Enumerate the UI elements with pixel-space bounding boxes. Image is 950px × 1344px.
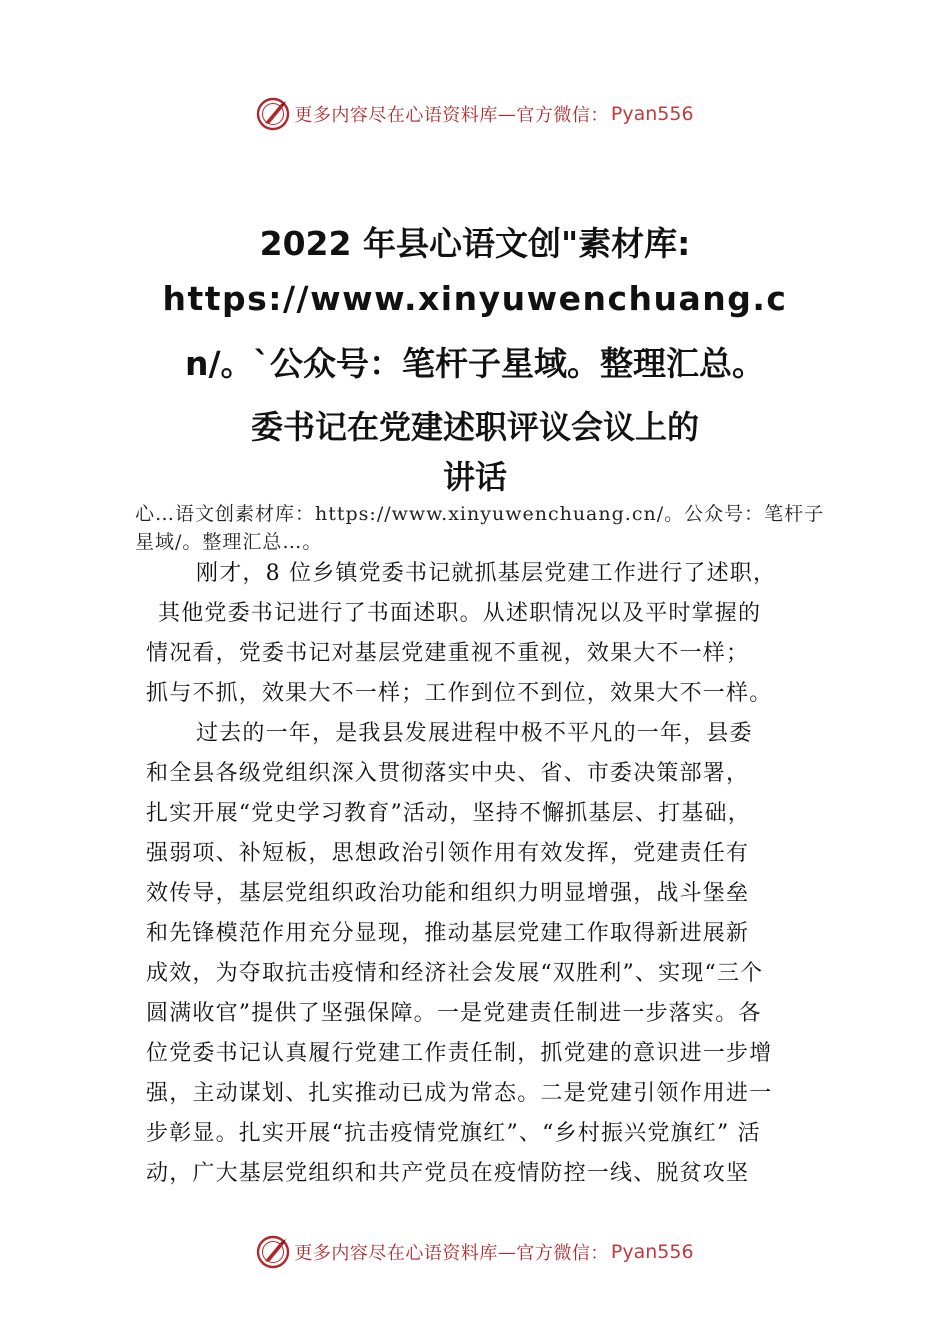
- body-line: 效传导，基层党组织政治功能和组织力明显增强，战斗堡垒: [146, 881, 750, 906]
- banner-site-text: 更多内容尽在心语资料库: [294, 105, 498, 126]
- body-line: 和全县各级党组织深入贯彻落实中央、省、市委决策部署，: [146, 761, 750, 786]
- body-line: 动，广大基层党组织和共产党员在疫情防控一线、脱贫攻坚: [146, 1161, 750, 1186]
- banner-wechat-id: Pyan556: [610, 103, 694, 125]
- title-line-5: 讲话: [442, 458, 507, 496]
- body-line: 刚才，8 位乡镇党委书记就抓基层党建工作进行了述职，: [196, 561, 777, 586]
- quill-seal-logo-icon: [256, 97, 290, 131]
- title-line-3: n/。`公众号：笔杆子星域。整理汇总。: [184, 344, 766, 383]
- body-line: 其他党委书记进行了书面述职。从述职情况以及平时掌握的: [158, 601, 762, 626]
- banner-wechat-id: Pyan556: [610, 1241, 694, 1263]
- banner-wechat-label: 官方微信：: [516, 1243, 609, 1264]
- footer-banner: [0, 1232, 950, 1272]
- body-line: 步彰显。扎实开展“抗击疫情党旗红”、“乡村振兴党旗红” 活: [146, 1121, 761, 1146]
- body-line: 和先锋模范作用充分显现，推动基层党建工作取得新进展新: [146, 921, 750, 946]
- header-banner: [0, 94, 950, 134]
- title-line-1: 2022 年县心语文创"素材库:: [259, 224, 691, 263]
- body-line: 强弱项、补短板，思想政治引领作用有效发挥，党建责任有: [146, 841, 750, 866]
- banner-site-text: 更多内容尽在心语资料库: [294, 1243, 498, 1264]
- banner-dash: —: [497, 103, 517, 125]
- body-line: 抓与不抓，效果大不一样；工作到位不到位，效果大不一样。: [146, 681, 773, 706]
- source-note: 心…语文创素材库：https://www.xinyuwenchuang.cn/。公众号：笔杆子星域/。整理汇总…。: [135, 503, 825, 553]
- body-line: 扎实开展“党史学习教育”活动，坚持不懈抓基层、打基础，: [146, 801, 751, 826]
- title-line-4: 委书记在党建述职评议会议上的: [250, 408, 699, 446]
- banner-wechat-label: 官方微信：: [516, 105, 609, 126]
- body-line: 圆满收官”提供了坚强保障。一是党建责任制进一步落实。各: [146, 1001, 762, 1026]
- title-line-2: https://www.xinyuwenchuang.c: [162, 279, 788, 318]
- body-line: 情况看，党委书记对基层党建重视不重视，效果大不一样；: [146, 641, 750, 666]
- quill-seal-logo-icon: [256, 1235, 290, 1269]
- banner-dash: —: [497, 1241, 517, 1263]
- body-line: 强，主动谋划、扎实推动已成为常态。二是党建引领作用进一: [146, 1081, 773, 1106]
- body-line: 成效，为夺取抗击疫情和经济社会发展“双胜利”、实现“三个: [146, 961, 764, 986]
- body-line: 位党委书记认真履行党建工作责任制，抓党建的意识进一步增: [146, 1041, 773, 1066]
- body-line: 过去的一年，是我县发展进程中极不平凡的一年，县委: [196, 721, 753, 746]
